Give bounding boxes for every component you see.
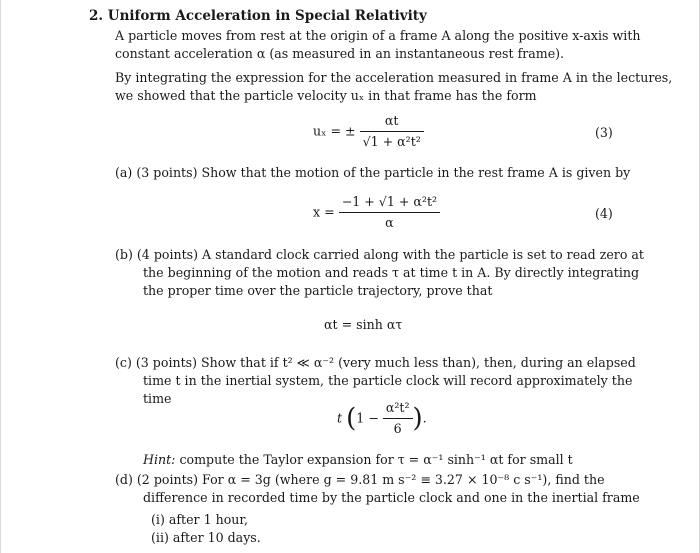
right-paren-glyph: ) bbox=[412, 403, 423, 434]
part-c-line-2: time t in the inertial system, the particle clock will record approximately the bbox=[143, 373, 633, 388]
part-c-equation bbox=[337, 399, 427, 438]
eq4-label: (4) bbox=[595, 206, 613, 221]
problem-heading: 2. Uniform Acceleration in Special Relativity bbox=[89, 8, 427, 24]
intro-line-2: constant acceleration α (as measured in an instantaneous rest frame). bbox=[115, 46, 565, 61]
eq4-lhs: x = bbox=[313, 204, 335, 220]
part-c-denominator: 6 bbox=[383, 418, 413, 438]
hint bbox=[143, 451, 573, 469]
part-d-item-2: (ii) after 10 days. bbox=[151, 530, 261, 545]
part-c-line-3: time bbox=[143, 391, 172, 406]
part-d-item-1: (i) after 1 hour, bbox=[151, 512, 249, 527]
hint-text: compute the Taylor expansion for τ = α⁻¹ sinh⁻¹ αt for small t bbox=[179, 452, 573, 467]
left-paren-glyph: ( bbox=[346, 403, 357, 434]
part-c-numerator: α²t² bbox=[385, 400, 410, 415]
part-b-line-3: the proper time over the particle trajectory, prove that bbox=[143, 283, 493, 298]
part-b-equation: αt = sinh ατ bbox=[324, 317, 403, 332]
intro-line-1: A particle moves from rest at the origin of a frame A along the positive x-axis with bbox=[115, 28, 641, 43]
eq4-numerator: −1 + √1 + α²t² bbox=[341, 194, 438, 209]
part-c-line-1: (c) (3 points) Show that if t² ≪ α⁻² (very much less than), then, during an elapsed bbox=[115, 355, 636, 370]
part-d-line-1: (d) (2 points) For α = 3g (where g = 9.81 m s⁻² ≡ 3.27 × 10⁻⁸ c s⁻¹), find the bbox=[115, 472, 605, 487]
eq3-fraction bbox=[360, 112, 424, 151]
eq4-denominator: α bbox=[339, 212, 440, 232]
para2-line-2: we showed that the particle velocity uₓ in that frame has the form bbox=[115, 88, 537, 103]
part-b-line-1: (b) (4 points) A standard clock carried along with the particle is set to read zero at bbox=[115, 247, 644, 262]
eq3-denominator: √1 + α²t² bbox=[360, 131, 424, 151]
part-c-fraction bbox=[383, 399, 413, 438]
para2-line-1: By integrating the expression for the acceleration measured in frame A in the lectures, bbox=[115, 70, 673, 85]
eq3-numerator: αt bbox=[384, 113, 399, 128]
part-a-text: (a) (3 points) Show that the motion of the particle in the rest frame A is given by bbox=[115, 165, 631, 180]
equation-4 bbox=[313, 193, 440, 232]
part-d-line-2: difference in recorded time by the particle clock and one in the inertial frame bbox=[143, 490, 640, 505]
part-b-line-2: the beginning of the motion and reads τ at time t in A. By directly integrating bbox=[143, 265, 640, 280]
part-c-eq-one: 1 − bbox=[356, 410, 379, 426]
eq3-lhs: uₓ = ± bbox=[313, 123, 356, 139]
part-c-eq-end: . bbox=[422, 410, 427, 426]
eq3-label: (3) bbox=[595, 125, 613, 140]
hint-label: Hint: bbox=[143, 452, 176, 467]
eq4-fraction bbox=[339, 193, 440, 232]
part-c-eq-t: t bbox=[337, 410, 343, 426]
equation-3 bbox=[313, 112, 424, 151]
